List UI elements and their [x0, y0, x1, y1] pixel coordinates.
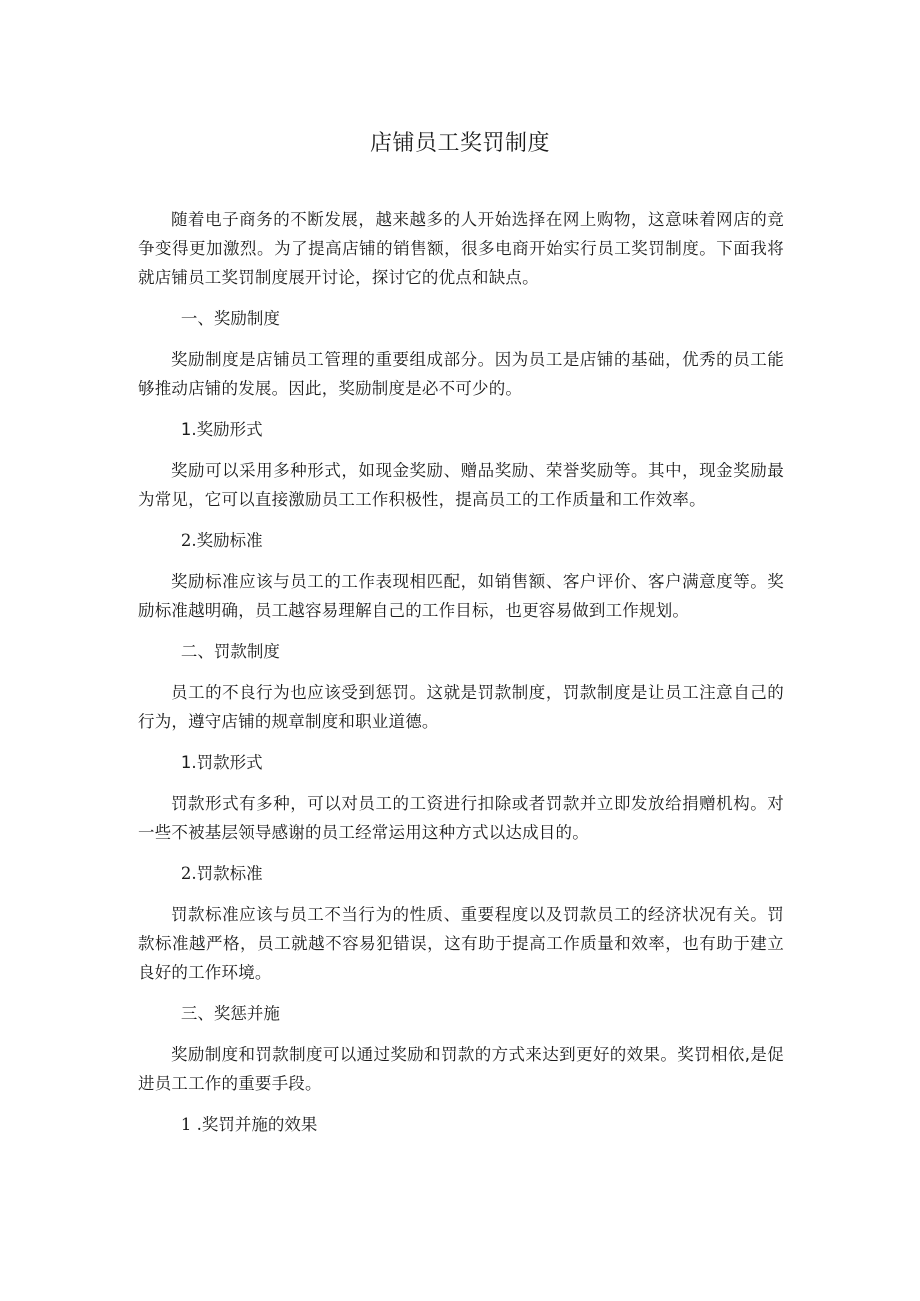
- section-heading-combined: 三、奖惩并施: [180, 1004, 280, 1023]
- subheading-reward-form: 1.奖励形式: [180, 420, 263, 439]
- reward-form-paragraph: 奖励可以采用多种形式，如现金奖励、赠品奖励、荣誉奖励等。其中，现金奖励最为常见，它可以直接激励员工工作积极性，提高员工的工作质量和工作效率。: [138, 461, 784, 509]
- combined-paragraph: 奖励制度和罚款制度可以通过奖励和罚款的方式来达到更好的效果。奖罚相依,是促进员工工作的重要手段。: [138, 1045, 784, 1093]
- reward-paragraph: 奖励制度是店铺员工管理的重要组成部分。因为员工是店铺的基础，优秀的员工能够推动店铺的发展。因此，奖励制度是必不可少的。: [138, 350, 784, 398]
- penalty-paragraph: 员工的不良行为也应该受到惩罚。这就是罚款制度，罚款制度是让员工注意自己的行为，遵守店铺的规章制度和职业道德。: [138, 683, 784, 731]
- subheading-combined-effect: 1 .奖罚并施的效果: [180, 1115, 318, 1134]
- section-heading-reward: 一、奖励制度: [180, 309, 280, 328]
- document-body: [138, 205, 784, 1139]
- subheading-penalty-standard: 2.罚款标准: [180, 864, 263, 883]
- penalty-form-paragraph: 罚款形式有多种，可以对员工的工资进行扣除或者罚款并立即发放给捐赠机构。对一些不被基层领导感谢的员工经常运用这种方式以达成目的。: [138, 794, 784, 842]
- section-heading-penalty: 二、罚款制度: [180, 642, 280, 661]
- intro-paragraph: 随着电子商务的不断发展，越来越多的人开始选择在网上购物，这意味着网店的竞争变得更加激烈。为了提高店铺的销售额，很多电商开始实行员工奖罚制度。下面我将就店铺员工奖罚制度展开讨论，探讨它的优点和缺点。: [138, 210, 784, 287]
- page-title: 店铺员工奖罚制度: [369, 131, 550, 156]
- subheading-penalty-form: 1.罚款形式: [180, 753, 263, 772]
- subheading-reward-standard: 2.奖励标准: [180, 531, 263, 550]
- reward-standard-paragraph: 奖励标准应该与员工的工作表现相匹配，如销售额、客户评价、客户满意度等。奖励标准越明确，员工越容易理解自己的工作目标，也更容易做到工作规划。: [138, 572, 784, 620]
- penalty-standard-paragraph: 罚款标准应该与员工不当行为的性质、重要程度以及罚款员工的经济状况有关。罚款标准越严格，员工就越不容易犯错误，这有助于提高工作质量和效率，也有助于建立良好的工作环境。: [138, 905, 784, 982]
